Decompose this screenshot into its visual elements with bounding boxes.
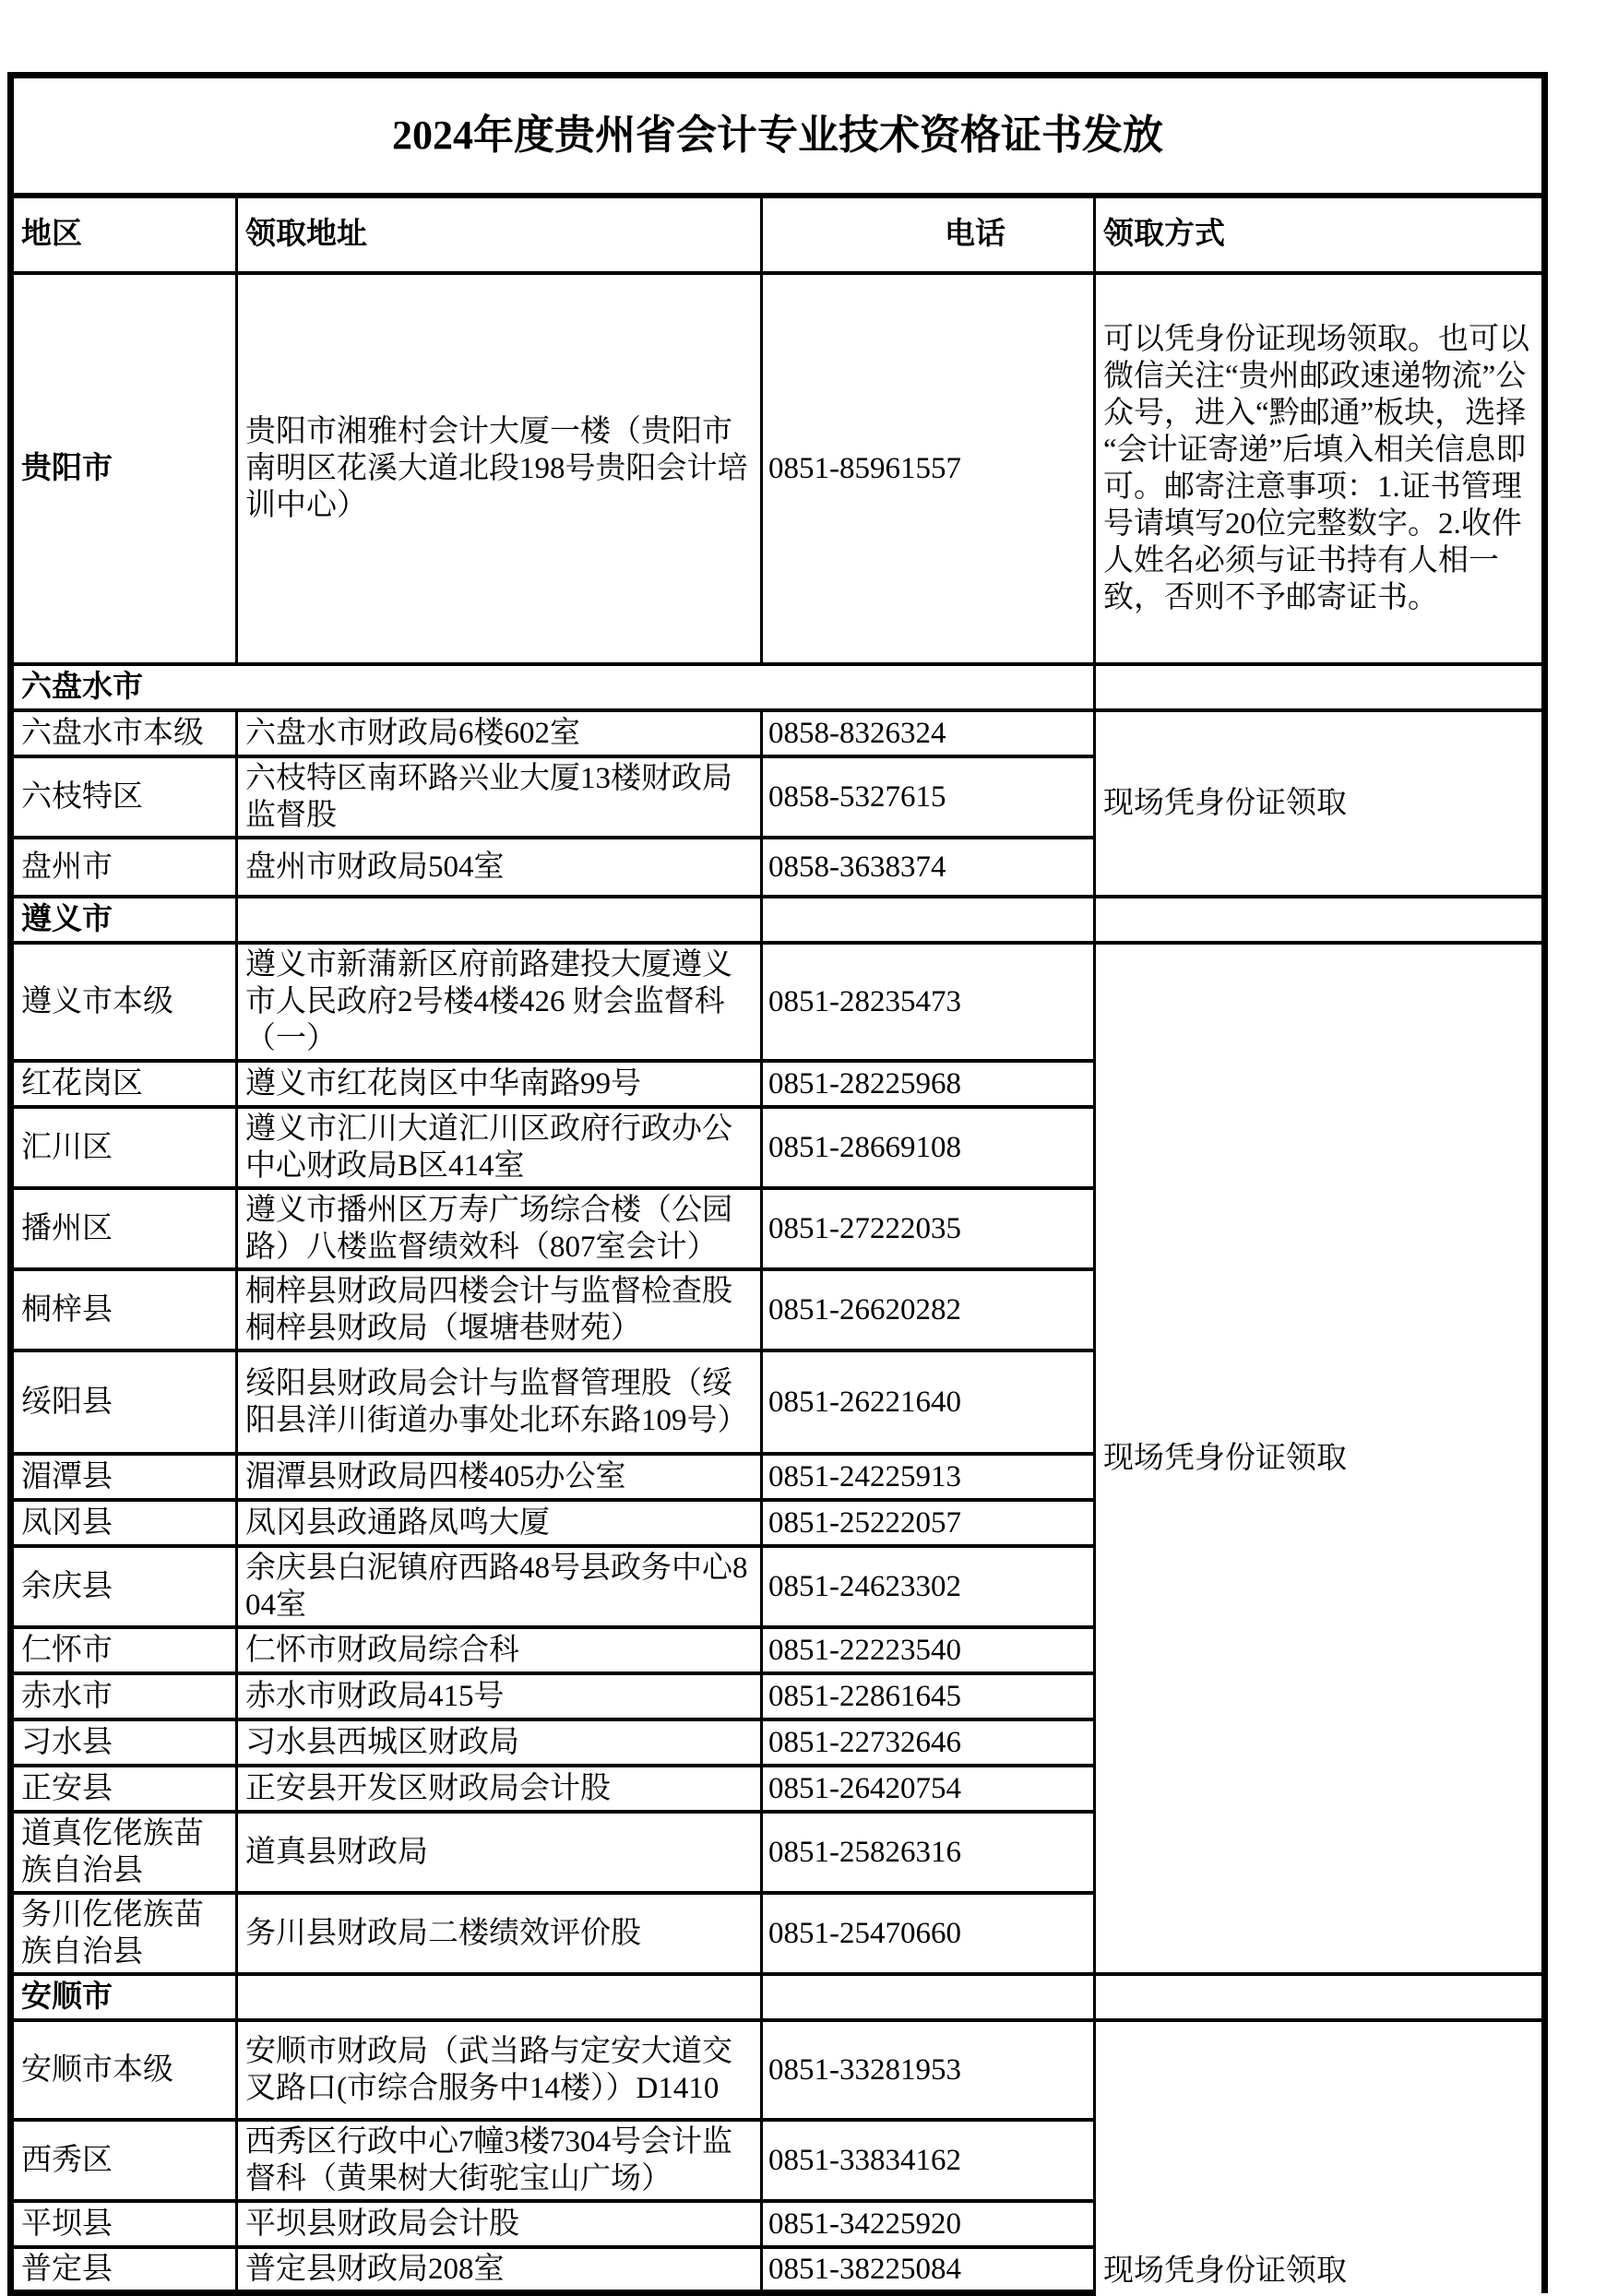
address-cell: 遵义市红花岗区中华南路99号 bbox=[237, 1061, 762, 1107]
region-cell: 凤冈县 bbox=[11, 1500, 237, 1546]
phone-cell: 0851-25222057 bbox=[762, 1500, 1095, 1546]
address-cell: 平坝县财政局会计股 bbox=[237, 2201, 762, 2247]
region-cell: 赤水市 bbox=[11, 1673, 237, 1719]
address-cell: 西秀区行政中心7幢3楼7304号会计监督科（黄果树大街驼宝山广场） bbox=[237, 2120, 762, 2201]
column-header-address: 领取地址 bbox=[237, 196, 762, 273]
region-cell: 普定县 bbox=[11, 2247, 237, 2293]
method-cell: 可以凭身份证现场领取。也可以微信关注“贵州邮政速递物流”公众号，进入“黔邮通”板块，选择“会计证寄递”后填入相关信息即可。邮寄注意事项：1.证书管理号请填写20位完整数字。2.收件人姓名必须与证书持有人相一致，否则不予邮寄证书。 bbox=[1095, 273, 1545, 664]
address-cell: 遵义市汇川大道汇川区政府行政办公中心财政局B区414室 bbox=[237, 1107, 762, 1188]
phone-cell: 0851-25826316 bbox=[762, 1812, 1095, 1893]
address-cell: 遵义市播州区万寿广场综合楼（公园路）八楼监督绩效科（807室会计） bbox=[237, 1188, 762, 1269]
address-cell: 桐梓县财政局四楼会计与监督检查股桐梓县财政局（堰塘巷财苑） bbox=[237, 1269, 762, 1350]
column-header-phone: 电话 bbox=[762, 196, 1095, 273]
empty-cell bbox=[762, 1974, 1095, 2020]
phone-cell: 0851-26420754 bbox=[762, 1766, 1095, 1812]
address-cell: 仁怀市财政局综合科 bbox=[237, 1627, 762, 1673]
method-cell: 现场凭身份证领取 bbox=[1095, 710, 1545, 897]
region-cell: 西秀区 bbox=[11, 2120, 237, 2201]
empty-cell bbox=[237, 1974, 762, 2020]
phone-cell: 0851-33834162 bbox=[762, 2120, 1095, 2201]
region-cell: 盘州市 bbox=[11, 838, 237, 897]
region-cell: 六枝特区 bbox=[11, 756, 237, 838]
region-cell: 平坝县 bbox=[11, 2201, 237, 2247]
region-cell: 红花岗区 bbox=[11, 1061, 237, 1107]
empty-cell bbox=[1095, 1974, 1545, 2020]
address-cell: 凤冈县政通路凤鸣大厦 bbox=[237, 1500, 762, 1546]
region-cell: 桐梓县 bbox=[11, 1269, 237, 1350]
phone-cell: 0851-33281953 bbox=[762, 2020, 1095, 2120]
page-title: 2024年度贵州省会计专业技术资格证书发放 bbox=[11, 76, 1545, 196]
region-cell: 正安县 bbox=[11, 1766, 237, 1812]
phone-cell: 0858-5327615 bbox=[762, 756, 1095, 838]
phone-cell: 0851-85961557 bbox=[762, 273, 1095, 664]
phone-cell: 0858-8326324 bbox=[762, 710, 1095, 756]
region-cell: 贵阳市 bbox=[11, 273, 237, 664]
address-cell: 务川县财政局二楼绩效评价股 bbox=[237, 1893, 762, 1974]
column-header-method: 领取方式 bbox=[1095, 196, 1545, 273]
phone-cell: 0851-26620282 bbox=[762, 1269, 1095, 1350]
section-header-zunyi: 遵义市 bbox=[11, 897, 237, 943]
address-cell: 安顺市财政局（武当路与定安大道交叉路口(市综合服务中14楼））D1410 bbox=[237, 2020, 762, 2120]
region-cell: 仁怀市 bbox=[11, 1627, 237, 1673]
section-header-anshun: 安顺市 bbox=[11, 1974, 237, 2020]
phone-cell: 0851-28225968 bbox=[762, 1061, 1095, 1107]
certificate-distribution-table bbox=[7, 72, 1548, 2296]
address-cell: 正安县开发区财政局会计股 bbox=[237, 1766, 762, 1812]
phone-cell: 0851-34225920 bbox=[762, 2201, 1095, 2247]
phone-cell: 0851-22223540 bbox=[762, 1627, 1095, 1673]
address-cell: 六枝特区南环路兴业大厦13楼财政局监督股 bbox=[237, 756, 762, 838]
phone-cell: 0851-38225084 bbox=[762, 2247, 1095, 2293]
region-cell: 安顺市本级 bbox=[11, 2020, 237, 2120]
address-cell: 盘州市财政局504室 bbox=[237, 838, 762, 897]
phone-cell: 0851-22732646 bbox=[762, 1719, 1095, 1766]
column-header-region: 地区 bbox=[11, 196, 237, 273]
region-cell: 绥阳县 bbox=[11, 1350, 237, 1454]
document-sheet bbox=[7, 72, 1548, 2296]
phone-cell: 0858-3638374 bbox=[762, 838, 1095, 897]
phone-cell: 0851-25470660 bbox=[762, 1893, 1095, 1974]
region-cell: 习水县 bbox=[11, 1719, 237, 1766]
phone-cell: 0851-22861645 bbox=[762, 1673, 1095, 1719]
address-cell: 普定县财政局208室 bbox=[237, 2247, 762, 2293]
region-cell: 遵义市本级 bbox=[11, 943, 237, 1061]
phone-cell: 0851-26221640 bbox=[762, 1350, 1095, 1454]
address-cell: 湄潭县财政局四楼405办公室 bbox=[237, 1454, 762, 1500]
address-cell: 赤水市财政局415号 bbox=[237, 1673, 762, 1719]
address-cell: 六盘水市财政局6楼602室 bbox=[237, 710, 762, 756]
address-cell: 贵阳市湘雅村会计大厦一楼（贵阳市南明区花溪大道北段198号贵阳会计培训中心） bbox=[237, 273, 762, 664]
empty-cell bbox=[762, 897, 1095, 943]
phone-cell: 0851-24225913 bbox=[762, 1454, 1095, 1500]
address-cell: 余庆县白泥镇府西路48号县政务中心804室 bbox=[237, 1546, 762, 1627]
address-cell: 习水县西城区财政局 bbox=[237, 1719, 762, 1766]
empty-cell bbox=[1095, 664, 1545, 710]
phone-cell: 0851-24623302 bbox=[762, 1546, 1095, 1627]
region-cell: 余庆县 bbox=[11, 1546, 237, 1627]
empty-cell bbox=[1095, 897, 1545, 943]
section-header-liupanshui: 六盘水市 bbox=[11, 664, 1095, 710]
method-cell: 现场凭身份证领取 bbox=[1095, 943, 1545, 1974]
address-cell: 绥阳县财政局会计与监督管理股（绥阳县洋川街道办事处北环东路109号） bbox=[237, 1350, 762, 1454]
region-cell: 道真仡佬族苗族自治县 bbox=[11, 1812, 237, 1893]
region-cell: 湄潭县 bbox=[11, 1454, 237, 1500]
region-cell: 六盘水市本级 bbox=[11, 710, 237, 756]
region-cell: 务川仡佬族苗族自治县 bbox=[11, 1893, 237, 1974]
method-cell: 现场凭身份证领取 bbox=[1095, 2020, 1545, 2293]
address-cell: 遵义市新蒲新区府前路建投大厦遵义市人民政府2号楼4楼426 财会监督科（一） bbox=[237, 943, 762, 1061]
phone-cell: 0851-28235473 bbox=[762, 943, 1095, 1061]
empty-cell bbox=[237, 897, 762, 943]
phone-cell: 0851-27222035 bbox=[762, 1188, 1095, 1269]
address-cell: 道真县财政局 bbox=[237, 1812, 762, 1893]
phone-cell: 0851-28669108 bbox=[762, 1107, 1095, 1188]
region-cell: 汇川区 bbox=[11, 1107, 237, 1188]
region-cell: 播州区 bbox=[11, 1188, 237, 1269]
